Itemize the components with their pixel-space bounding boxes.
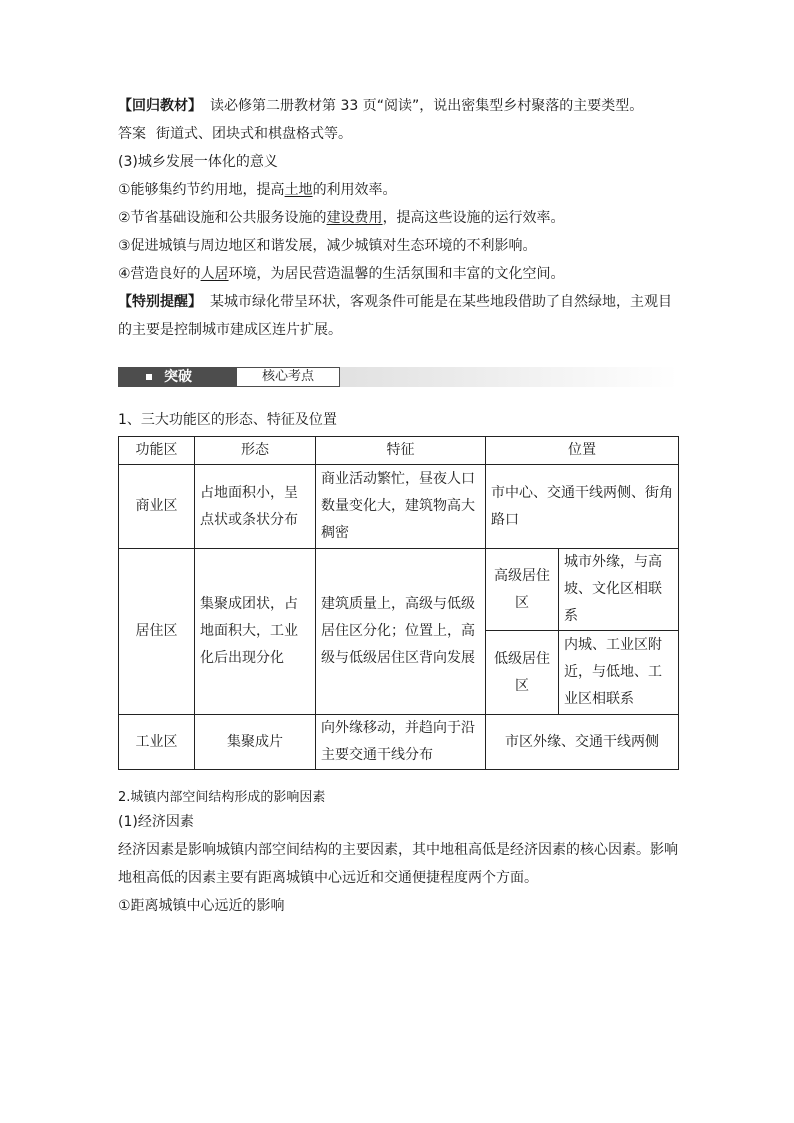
zone-location: 市区外缘、交通干线两侧 [486, 715, 679, 770]
square-bullet-icon [146, 374, 152, 380]
section3-item-4 [118, 260, 678, 288]
review-tag: 【回归教材】 [118, 98, 202, 114]
zone-location: 市中心、交通干线两侧、街角路口 [486, 465, 679, 549]
zone-name: 工业区 [119, 715, 195, 770]
banner-left-label [118, 367, 236, 387]
zone-feature: 商业活动繁忙，昼夜人口数量变化大，建筑物高大稠密 [316, 465, 486, 549]
header-cell: 位置 [486, 437, 679, 465]
item-underline: 人居 [200, 266, 229, 282]
review-text: 读必修第二册教材第 33 页“阅读”，说出密集型乡村聚落的主要类型。 [210, 98, 644, 114]
zone-feature: 向外缘移动，并趋向于沿主要交通干线分布 [316, 715, 486, 770]
zone-form: 集聚成团状，占地面积大，工业化后出现分化 [195, 549, 316, 715]
zone-form: 集聚成片 [195, 715, 316, 770]
zone-form: 占地面积小，呈点状或条状分布 [195, 465, 316, 549]
tip-text: 某城市绿化带呈环状，客观条件可能是在某些地段借助了自然绿地，主观目的主要是控制城市建成区连片扩展。 [118, 294, 672, 338]
header-cell: 形态 [195, 437, 316, 465]
item-text: ④营造良好的 [118, 266, 201, 282]
item-text: 环境，为居民营造温馨的生活氛围和丰富的文化空间。 [228, 266, 565, 282]
high-residential-label: 高级居住区 [486, 549, 559, 631]
header-cell: 特征 [316, 437, 486, 465]
item-text: ，提高这些设施的运行效率。 [382, 210, 565, 226]
section2-sub: (1)经济因素 [118, 814, 194, 830]
banner-left-text: 突破 [164, 369, 192, 385]
answer-label: 答案 [118, 126, 146, 142]
item-underline: 土地 [284, 182, 313, 198]
low-residential-label: 低级居住区 [486, 631, 559, 715]
answer-line [118, 120, 678, 148]
function-zone-table [118, 436, 679, 770]
item-text: 的利用效率。 [312, 182, 397, 198]
table-row-commercial [119, 465, 679, 549]
answer-text: 街道式、团块式和棋盘格式等。 [156, 126, 352, 142]
section2-title: 2.城镇内部空间结构形成的影响因素 [118, 790, 326, 805]
banner-right-label: 核心考点 [236, 367, 340, 387]
zone-name: 商业区 [119, 465, 195, 549]
item-text: ②节省基础设施和公共服务设施的 [118, 210, 327, 226]
section3-item-3 [118, 232, 678, 260]
zone-name: 居住区 [119, 549, 195, 715]
item-text: ③促进城镇与周边地区和谐发展，减少城镇对生态环境的不利影响。 [118, 238, 537, 254]
table-header-row [119, 437, 679, 465]
low-residential-location: 内城、工业区附近，与低地、工业区相联系 [559, 631, 679, 715]
section-banner [118, 358, 678, 396]
tip-tag: 【特别提醒】 [118, 294, 202, 310]
table-row-residential-high [119, 549, 679, 631]
review-line [118, 92, 678, 120]
item-underline: 建设费用 [326, 210, 383, 226]
document-page [118, 92, 678, 920]
header-cell: 功能区 [119, 437, 195, 465]
zone-feature: 建筑质量上，高级与低级居住区分化；位置上，高级与低级居住区背向发展 [316, 549, 486, 715]
high-residential-location: 城市外缘，与高坡、文化区相联系 [559, 549, 679, 631]
table-row-industrial [119, 715, 679, 770]
section3-title: (3)城乡发展一体化的意义 [118, 154, 278, 170]
section3-item-1 [118, 176, 678, 204]
section2-paragraph: 经济因素是影响城镇内部空间结构的主要因素，其中地租高低是经济因素的核心因素。影响地租高低的因素主要有距离城镇中心远近和交通便捷程度两个方面。 [118, 842, 678, 886]
tip-paragraph [118, 288, 678, 344]
table-title: 1、三大功能区的形态、特征及位置 [118, 412, 337, 428]
item-text: ①能够集约节约用地，提高 [118, 182, 285, 198]
section2-item: ①距离城镇中心远近的影响 [118, 898, 285, 914]
section3-item-2 [118, 204, 678, 232]
